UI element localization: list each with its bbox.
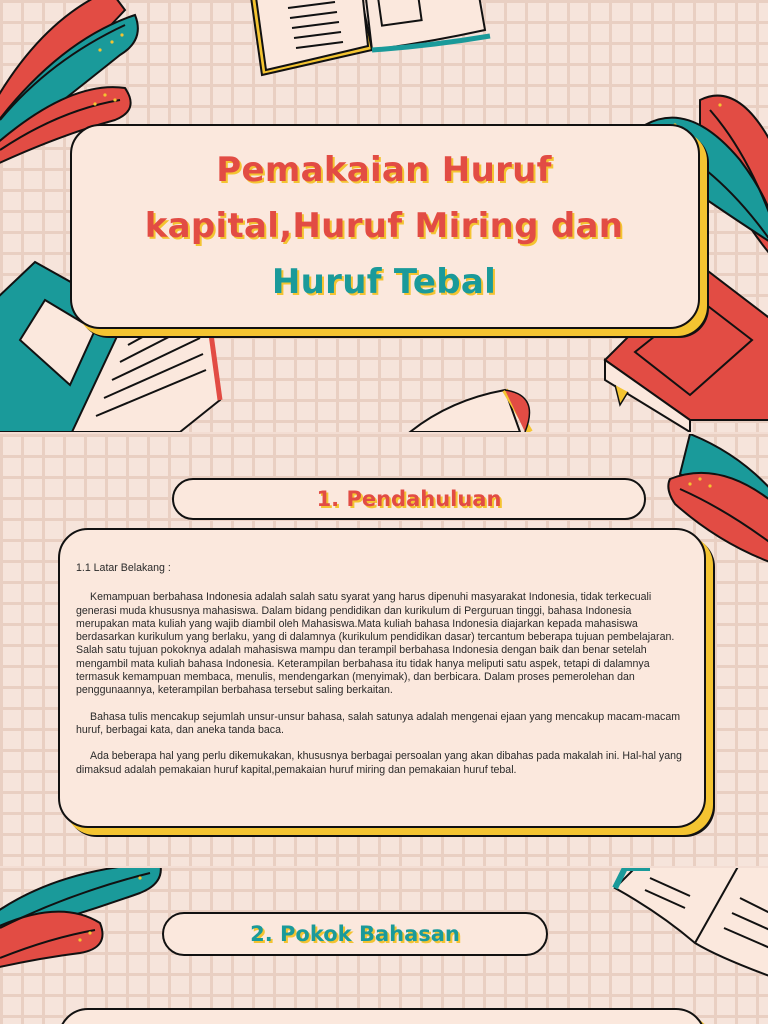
subheading: 1.1 Latar Belakang : [76,562,171,574]
paragraph: Ada beberapa hal yang perlu dikemukakan, khususnya berbagai persoalan yang akan dibahas pada makalah ini. Hal-hal yang dimaksud adalah pemakaian huruf kapital,pemakaian huruf miring dan pemakaian huruf tebal. [76,750,682,776]
title-line-2: kapital,Huruf Miring dan [144,206,624,246]
title-line-1: Pemakaian Huruf [216,150,552,190]
content-card [58,1008,706,1024]
title-line-3: Huruf Tebal [271,262,497,302]
section-title-pill [162,912,548,956]
body-text [76,562,684,790]
paragraph: Bahasa tulis mencakup sejumlah unsur-unsur bahasa, salah satunya adalah mengenai ejaan yang mencakup macam-macam huruf, berbagai kata, dan aneka tanda baca. [76,710,681,736]
page-title [0,142,768,310]
section-title: 2. Pokok Bahasan [250,922,460,946]
open-book-icon [250,0,490,75]
open-book-icon [410,390,530,432]
feather-leaf-icon [0,868,161,968]
section-title-pill [172,478,646,520]
paragraph: Kemampuan berbahasa Indonesia adalah salah satu syarat yang harus dipenuhi masyarakat Indonesia, tidak terkecuali generasi muda khususnya mahasiswa. Dalam bidang pendidikan dan kurikulum di Perguruan tinggi, bahasa Indonesia merupakan mata kuliah yang wajib diambil oleh Mahasiswa.Mata kuliah bahasa Indonesia diajarkan kepada mahasiswa berdasarkan kurikulum yang berlaku, yang di dalamnya (kurikulum pendidikan dasar) tercantum beberapa tujuan pembelajaran. Salah satu tujuan pokoknya adalah mahasiswa mampu dan terampil berbahasa Indonesia dengan baik dan benar setelah mengambil mata kuliah bahasa Indonesia. Keterampilan berbahasa itu tidak hanya meliputi satu aspek, tetapi di dalamnya termasuk kemampuan membaca, menulis, mendengarkan (menyimak), dan berbicara. Dalam proses pemerolehan dan penggunaannya, keterampilan berbahasa tersebut saling berkaitan. [76,591,675,697]
title-slide [0,0,768,432]
introduction-slide [0,434,768,866]
topics-slide [0,868,768,1024]
open-book-icon [615,868,768,978]
section-title: 1. Pendahuluan [316,487,502,511]
